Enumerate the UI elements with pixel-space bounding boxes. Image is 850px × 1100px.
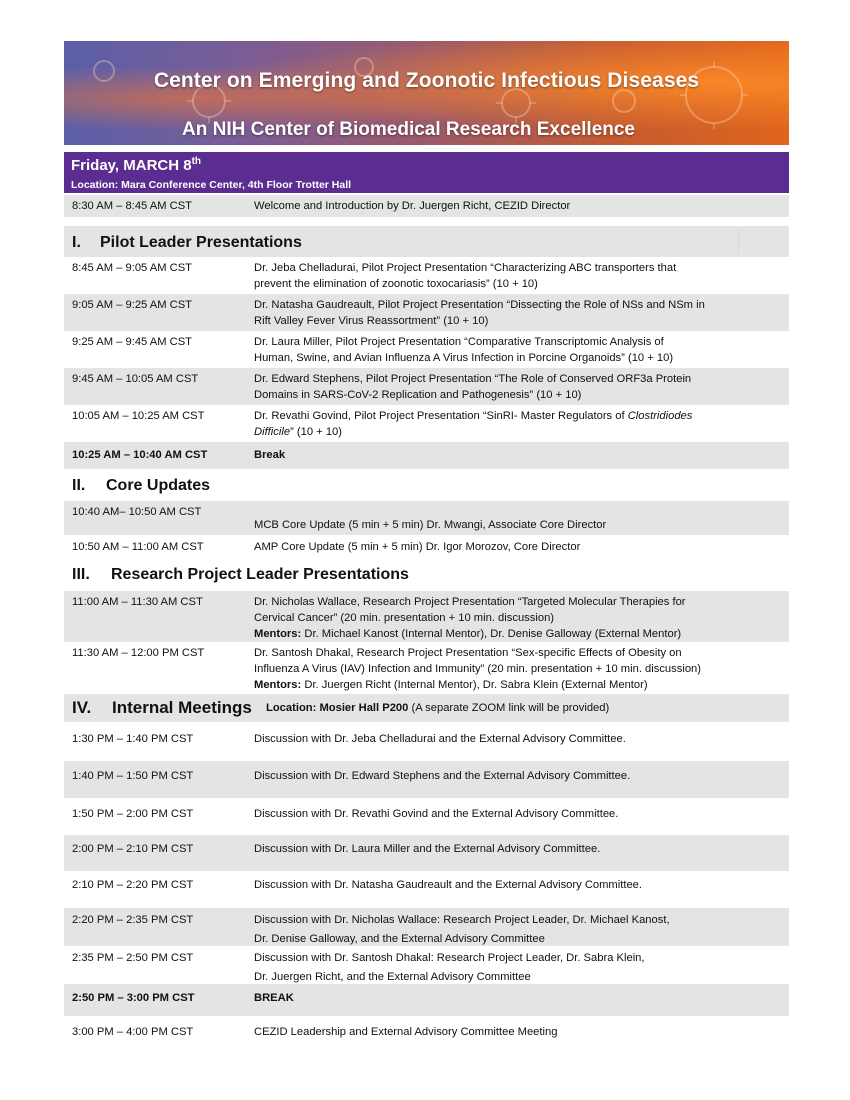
row-description: Dr. Laura Miller, Pilot Project Presentation “Comparative Transcriptomic Analysis of Human, Swine, and Avian Influenza A Virus Infection in Porcine Organoids” (10 + 10)	[254, 336, 674, 364]
row-description: Discussion with Dr. Jeba Chelladurai and the External Advisory Committee.	[254, 733, 626, 745]
agenda-row-meeting	[64, 798, 789, 835]
row-time: 1:50 PM – 2:00 PM CST	[72, 808, 194, 820]
section-title: Core Updates	[106, 477, 211, 494]
agenda-row-final	[64, 1016, 789, 1046]
day-location: Location: Mara Conference Center, 4th Floor Trotter Hall	[71, 179, 352, 191]
row-time: 11:00 AM – 11:30 AM CST	[72, 596, 203, 608]
agenda-row-research	[64, 591, 789, 642]
agenda-row-core	[64, 535, 789, 561]
section-location: Location: Mosier Hall P200 (A separate ZOOM link will be provided)	[266, 702, 610, 714]
section-header-core	[64, 469, 789, 501]
agenda-row-meeting	[64, 835, 789, 871]
row-description: BREAK	[254, 992, 294, 1004]
header-banner	[64, 41, 789, 145]
section-title: Internal Meetings	[112, 698, 252, 717]
section-header-internal	[64, 694, 789, 722]
row-description: Discussion with Dr. Laura Miller and the External Advisory Committee.	[254, 843, 601, 855]
row-description: Discussion with Dr. Santosh Dhakal: Research Project Leader, Dr. Sabra Klein, Dr. Juergen Richt, and the External Advisory Committee	[254, 952, 645, 983]
row-description: Discussion with Dr. Edward Stephens and the External Advisory Committee.	[254, 770, 631, 782]
section-number: IV.	[72, 698, 92, 717]
section-header-research	[64, 561, 789, 591]
row-time: 9:25 AM – 9:45 AM CST	[72, 336, 193, 348]
agenda-row-pilot	[64, 257, 789, 294]
center-subtitle: An NIH Center of Biomedical Research Excellence	[182, 119, 635, 140]
row-time: 2:50 PM – 3:00 PM CST	[72, 992, 195, 1004]
row-time: 8:30 AM – 8:45 AM CST	[72, 200, 193, 212]
row-time: 9:45 AM – 10:05 AM CST	[72, 373, 199, 385]
row-time: 10:25 AM – 10:40 AM CST	[72, 449, 208, 461]
section-number: II.	[72, 477, 86, 494]
agenda-row-meeting	[64, 946, 789, 984]
section-title: Research Project Leader Presentations	[111, 566, 409, 583]
agenda-row-pilot	[64, 368, 789, 405]
agenda-page	[64, 41, 789, 1046]
row-description: Dr. Revathi Govind, Pilot Project Presentation “SinRI- Master Regulators of Clostridiodes Difficile” (10 + 10)	[254, 410, 693, 438]
section-title: Pilot Leader Presentations	[100, 234, 302, 251]
row-description: Dr. Jeba Chelladurai, Pilot Project Presentation “Characterizing ABC transporters that prevent the elimination of zoonotic toxocariasis” (10 + 10)	[254, 262, 677, 290]
row-time: 11:30 AM – 12:00 PM CST	[72, 647, 205, 659]
agenda-row-meeting	[64, 908, 789, 946]
agenda-row-welcome	[64, 195, 789, 217]
row-time: 2:10 PM – 2:20 PM CST	[72, 879, 194, 891]
row-time: 3:00 PM – 4:00 PM CST	[72, 1026, 194, 1038]
row-time: 1:40 PM – 1:50 PM CST	[72, 770, 194, 782]
agenda-row-pilot	[64, 294, 789, 331]
row-description: Welcome and Introduction by Dr. Juergen Richt, CEZID Director	[254, 200, 571, 212]
table-cell-divider	[738, 228, 787, 254]
agenda-row-meeting	[64, 722, 789, 761]
day-title: Friday, MARCH 8th	[71, 156, 202, 174]
row-time: 9:05 AM – 9:25 AM CST	[72, 299, 193, 311]
agenda-row-pilot	[64, 405, 789, 442]
day-header	[64, 152, 789, 193]
agenda-row-research	[64, 642, 789, 694]
agenda-row-meeting	[64, 871, 789, 908]
agenda-row-core	[64, 501, 789, 535]
row-description: Dr. Edward Stephens, Pilot Project Presentation “The Role of Conserved ORF3a Protein Domains in SARS-CoV-2 Replication and Pathogenesis” (10 + 10)	[254, 373, 692, 401]
section-number: I.	[72, 234, 81, 251]
row-description: MCB Core Update (5 min + 5 min) Dr. Mwangi, Associate Core Director	[254, 519, 607, 531]
row-time: 10:05 AM – 10:25 AM CST	[72, 410, 205, 422]
row-description: Break	[254, 449, 286, 461]
row-description: Discussion with Dr. Nicholas Wallace: Research Project Leader, Dr. Michael Kanost, Dr. Denise Galloway, and the External Advisory Committee	[254, 914, 670, 945]
agenda-row-break	[64, 442, 789, 469]
center-title: Center on Emerging and Zoonotic Infectious Diseases	[153, 69, 700, 92]
agenda-row-pilot	[64, 331, 789, 368]
row-description: Dr. Santosh Dhakal, Research Project Presentation “Sex-specific Effects of Obesity on Influenza A Virus (IAV) Infection and Immunity” (20 min. presentation + 10 min. discussion) Mentors: Dr. Juergen Richt (Internal Mentor), Dr. Sabra Klein (External Mentor)	[254, 647, 701, 691]
agenda-row-meeting	[64, 761, 789, 798]
row-time: 2:35 PM – 2:50 PM CST	[72, 952, 194, 964]
row-description: Dr. Nicholas Wallace, Research Project Presentation “Targeted Molecular Therapies for Cervical Cancer” (20 min. presentation + 10 min. discussion) Mentors: Dr. Michael Kanost (Internal Mentor), Dr. Denise Galloway (External Mentor)	[254, 596, 686, 640]
row-description: CEZID Leadership and External Advisory Committee Meeting	[254, 1026, 558, 1038]
row-description: AMP Core Update (5 min + 5 min) Dr. Igor Morozov, Core Director	[254, 541, 581, 553]
row-description: Discussion with Dr. Revathi Govind and the External Advisory Committee.	[254, 808, 619, 820]
row-time: 10:50 AM – 11:00 AM CST	[72, 541, 204, 553]
section-header-pilot	[64, 226, 789, 257]
row-time: 10:40 AM– 10:50 AM CST	[72, 506, 202, 518]
row-time: 1:30 PM – 1:40 PM CST	[72, 733, 194, 745]
agenda-row-break	[64, 984, 789, 1016]
row-description: Discussion with Dr. Natasha Gaudreault and the External Advisory Committee.	[254, 879, 643, 891]
row-time: 2:00 PM – 2:10 PM CST	[72, 843, 194, 855]
row-time: 2:20 PM – 2:35 PM CST	[72, 914, 194, 926]
section-number: III.	[72, 566, 90, 583]
row-description: Dr. Natasha Gaudreault, Pilot Project Presentation “Dissecting the Role of NSs and NSm in Rift Valley Fever Virus Reassortment” (10 + 10)	[254, 299, 705, 327]
row-time: 8:45 AM – 9:05 AM CST	[72, 262, 193, 274]
